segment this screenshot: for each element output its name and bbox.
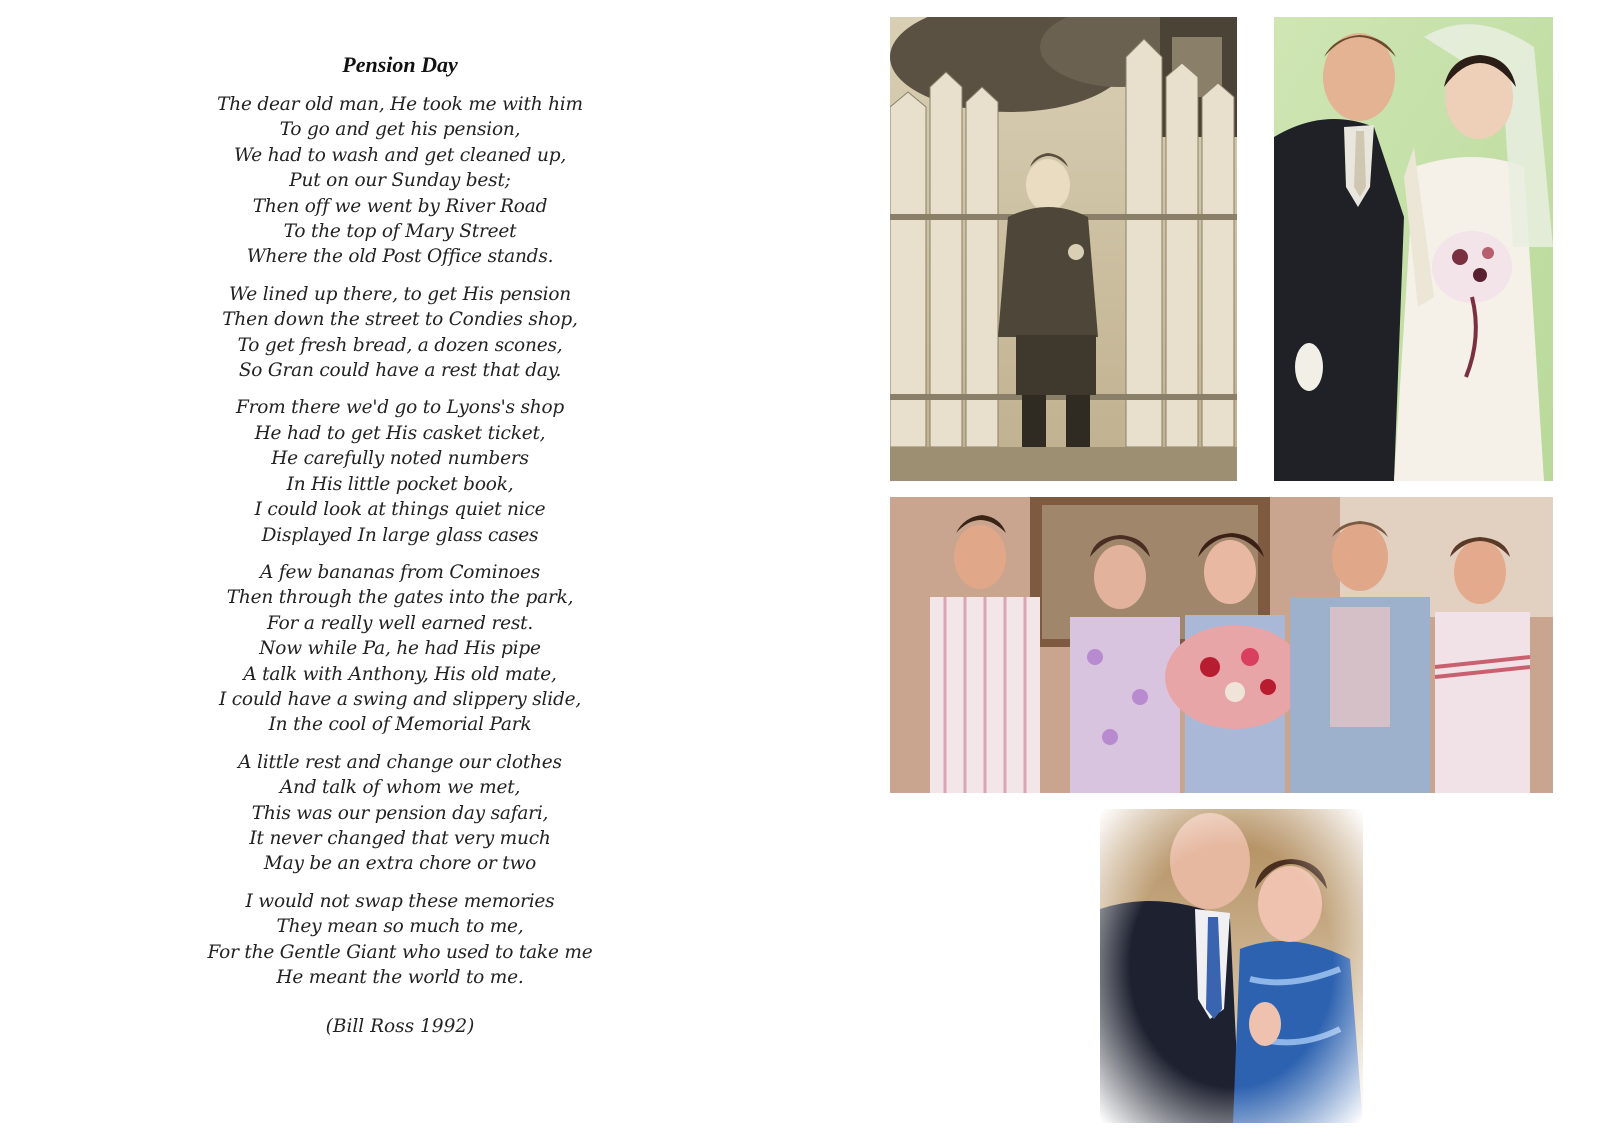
poem-line: A little rest and change our clothes xyxy=(238,751,562,773)
poem-line: For the Gentle Giant who used to take me xyxy=(207,941,593,963)
photo-elderly-couple-image xyxy=(1100,809,1363,1123)
poem-title: Pension Day xyxy=(342,52,458,77)
poem-line: The dear old man, He took me with him xyxy=(217,94,583,115)
stanza-3 xyxy=(160,395,640,547)
poem-line: From there we'd go to Lyons's shop xyxy=(235,397,565,419)
poem xyxy=(160,52,640,1037)
poem-line: Then through the gates into the park, xyxy=(226,587,574,609)
poem-line: He carefully noted numbers xyxy=(271,448,529,470)
poem-line: He meant the world to me. xyxy=(276,967,524,988)
poem-line: It never changed that very much xyxy=(249,827,551,849)
stanza-6 xyxy=(160,889,640,991)
poem-line: I would not swap these memories xyxy=(245,890,555,912)
poem-line: In His little pocket book, xyxy=(286,473,514,495)
poem-line: We lined up there, to get His pension xyxy=(229,283,571,305)
stanza-2 xyxy=(160,282,640,384)
photo-wedding-couple xyxy=(1274,17,1553,481)
poem-line: I could have a swing and slippery slide, xyxy=(218,688,582,710)
poem-line: A few bananas from Cominoes xyxy=(260,561,540,583)
poem-line: Put on our Sunday best; xyxy=(289,170,511,192)
stanza-4 xyxy=(160,560,640,738)
photo-family-group-image xyxy=(890,497,1553,793)
poem-line: They mean so much to me, xyxy=(276,916,524,938)
stanza-5 xyxy=(160,750,640,877)
photo-boy-at-gate-image xyxy=(890,17,1237,481)
poem-line: He had to get His casket ticket, xyxy=(254,422,546,444)
poem-line: I could look at things quiet nice xyxy=(254,499,546,521)
poem-line: A talk with Anthony, His old mate, xyxy=(243,663,557,685)
poem-line: Where the old Post Office stands. xyxy=(246,246,554,268)
photo-wedding-couple-image xyxy=(1274,17,1553,481)
photo-family-group xyxy=(890,497,1553,793)
poem-line: This was our pension day safari, xyxy=(251,802,549,824)
poem-line: Now while Pa, he had His pipe xyxy=(259,638,541,660)
poem-line: For a really well earned rest. xyxy=(266,612,534,634)
poem-line: In the cool of Memorial Park xyxy=(268,714,532,736)
poem-line: Then off we went by River Road xyxy=(252,195,548,217)
poem-line: May be an extra chore or two xyxy=(263,853,537,875)
poem-signature: (Bill Ross 1992) xyxy=(325,1016,475,1038)
poem-line: Then down the street to Condies shop, xyxy=(222,309,578,331)
poem-line: To the top of Mary Street xyxy=(283,221,517,243)
poem-line: To get fresh bread, a dozen scones, xyxy=(237,334,563,356)
poem-line: So Gran could have a rest that day. xyxy=(238,360,562,382)
stanza-1 xyxy=(160,92,640,270)
poem-line: Displayed In large glass cases xyxy=(261,524,539,546)
poem-line: To go and get his pension, xyxy=(279,119,521,141)
poem-line: And talk of whom we met, xyxy=(279,777,521,799)
photo-elderly-couple xyxy=(1100,809,1363,1123)
photo-boy-at-gate xyxy=(890,17,1237,481)
poem-line: We had to wash and get cleaned up, xyxy=(233,144,567,166)
